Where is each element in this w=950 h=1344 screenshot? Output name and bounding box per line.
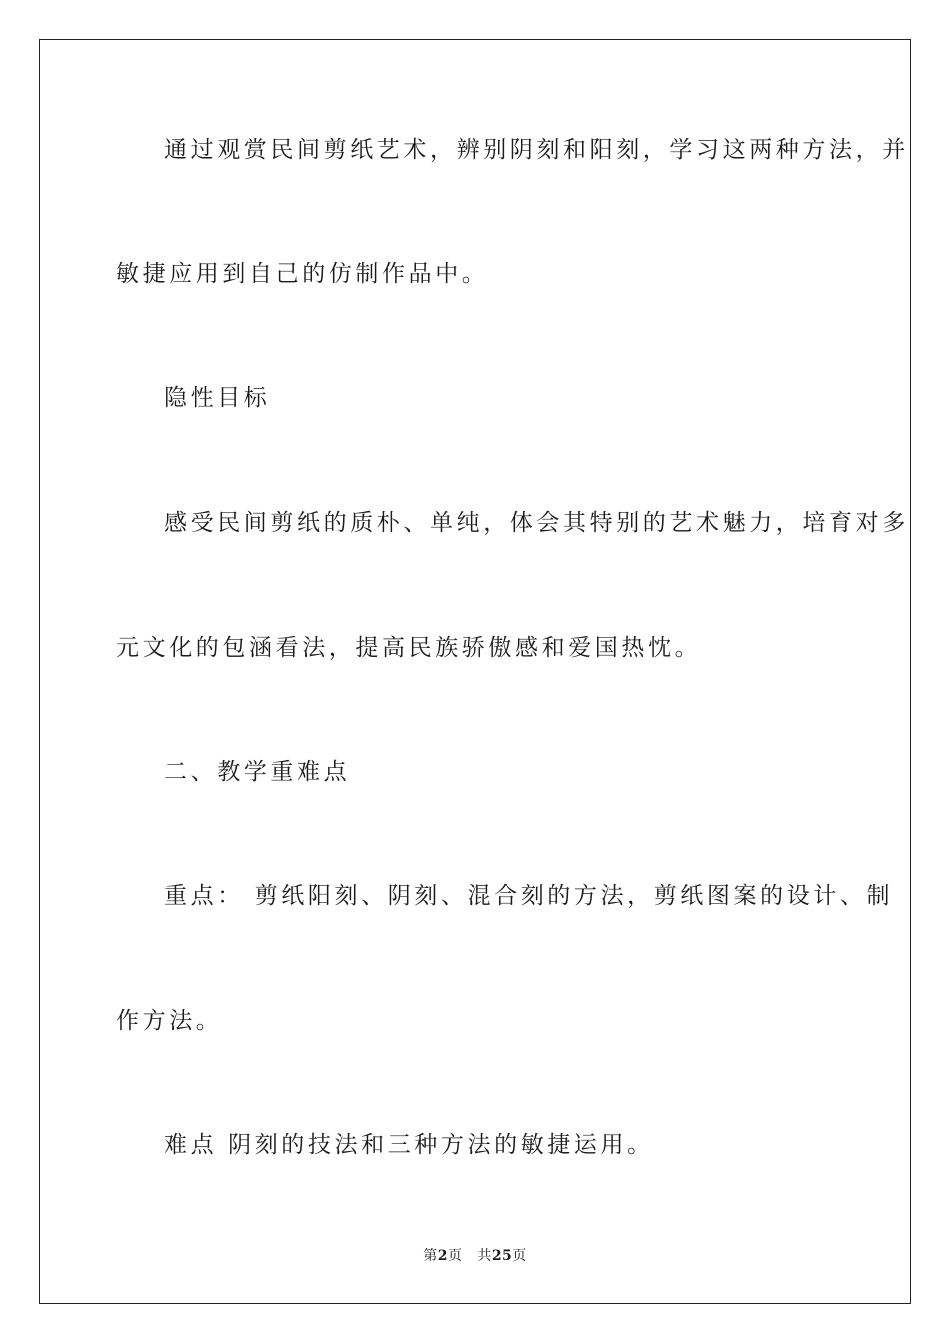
page-footer — [0, 1246, 950, 1266]
footer-page-suffix: 页 — [447, 1248, 463, 1264]
body-line-5: 重点： 剪纸阳刻、阴刻、混合刻的方法，剪纸图案的设计、制 — [164, 883, 894, 909]
footer-page-number: 2 — [437, 1248, 448, 1264]
footer-total-prefix: 共 — [477, 1248, 492, 1264]
body-line-3: 感受民间剪纸的质朴、单纯，体会其特别的艺术魅力，培育对多 — [164, 510, 909, 536]
section-heading-key-points: 二、教学重难点 — [164, 759, 351, 785]
section-heading-implicit-goal: 隐性目标 — [164, 385, 271, 411]
footer-total-suffix: 页 — [512, 1248, 527, 1264]
footer-prefix: 第 — [423, 1248, 438, 1264]
page-border — [39, 39, 911, 1304]
footer-total-pages: 25 — [491, 1248, 513, 1264]
body-line-4: 元文化的包涵看法，提高民族骄傲感和爱国热忱。 — [116, 635, 702, 661]
body-line-2: 敏捷应用到自己的仿制作品中。 — [116, 261, 489, 287]
body-line-7: 难点 阴刻的技法和三种方法的敏捷运用。 — [164, 1132, 654, 1158]
body-line-6: 作方法。 — [116, 1008, 223, 1034]
body-line-1: 通过观赏民间剪纸艺术，辨别阴刻和阳刻，学习这两种方法，并 — [164, 137, 909, 163]
